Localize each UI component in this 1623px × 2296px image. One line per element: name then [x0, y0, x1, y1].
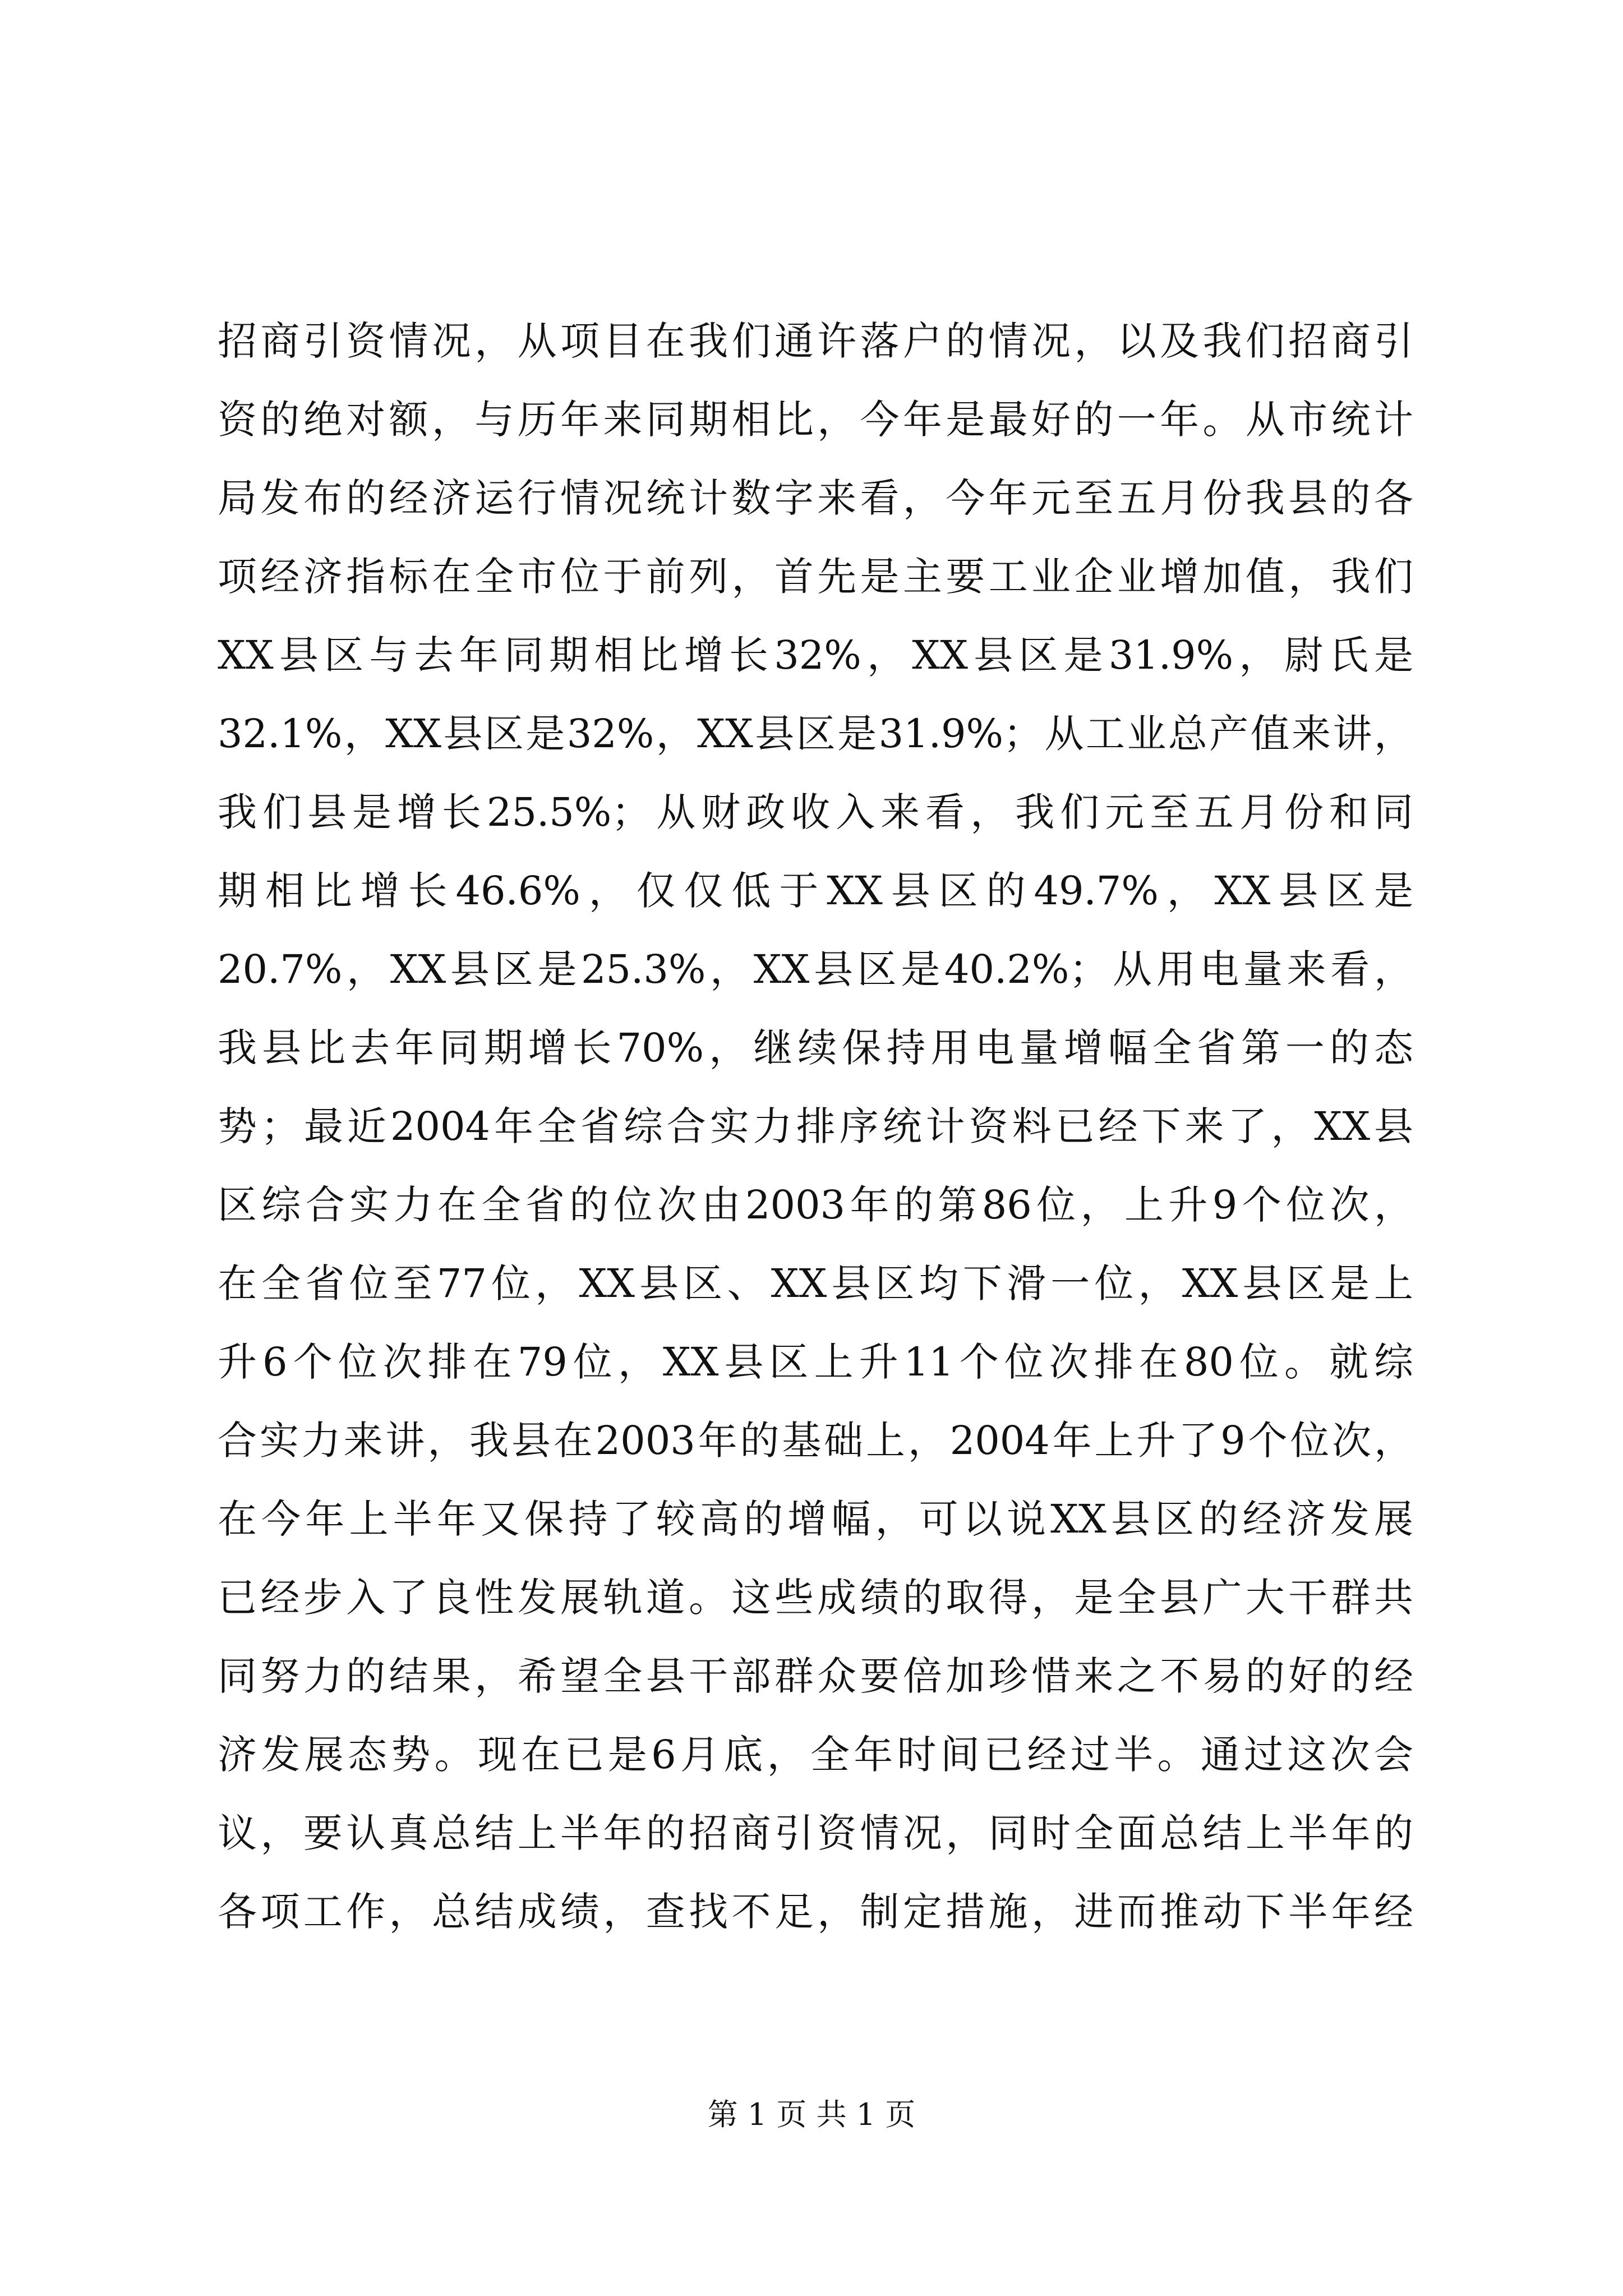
text-line: 局发布的经济运行情况统计数字来看，今年元至五月份我县的各 [218, 475, 1413, 521]
text-line: 济发展态势。现在已是6月底，全年时间已经过半。通过这次会 [218, 1732, 1413, 1778]
text-line: XX县区与去年同期相比增长32%，XX县区是31.9%，尉氏是 [218, 632, 1413, 678]
text-line: 议，要认真总结上半年的招商引资情况，同时全面总结上半年的 [218, 1810, 1413, 1856]
text-line: 项经济指标在全市位于前列，首先是主要工业企业增加值，我们 [218, 554, 1413, 600]
text-line: 我县比去年同期增长70%，继续保持用电量增幅全省第一的态 [218, 1025, 1413, 1071]
text-line: 资的绝对额，与历年来同期相比，今年是最好的一年。从市统计 [218, 397, 1413, 443]
text-line: 32.1%，XX县区是32%，XX县区是31.9%；从工业总产值来讲， [218, 711, 1413, 757]
text-line: 合实力来讲，我县在2003年的基础上，2004年上升了9个位次， [218, 1418, 1413, 1464]
text-line: 在今年上半年又保持了较高的增幅，可以说XX县区的经济发展 [218, 1496, 1413, 1542]
text-line: 招商引资情况，从项目在我们通许落户的情况，以及我们招商引 [218, 318, 1413, 364]
text-line: 势；最近2004年全省综合实力排序统计资料已经下来了，XX县 [218, 1103, 1413, 1149]
text-line: 已经步入了良性发展轨道。这些成绩的取得，是全县广大干群共 [218, 1575, 1413, 1621]
text-line: 同努力的结果，希望全县干部群众要倍加珍惜来之不易的好的经 [218, 1653, 1413, 1699]
page-footer: 第 1 页 共 1 页 [707, 2097, 916, 2132]
text-line: 升6个位次排在79位，XX县区上升11个位次排在80位。就综 [218, 1339, 1413, 1385]
text-line: 在全省位至77位，XX县区、XX县区均下滑一位，XX县区是上 [218, 1260, 1413, 1306]
text-line: 期相比增长46.6%，仅仅低于XX县区的49.7%，XX县区是 [218, 868, 1413, 914]
text-line: 各项工作，总结成绩，查找不足，制定措施，进而推动下半年经 [218, 1889, 1413, 1935]
text-line: 我们县是增长25.5%；从财政收入来看，我们元至五月份和同 [218, 789, 1413, 835]
text-line: 20.7%，XX县区是25.3%，XX县区是40.2%；从用电量来看， [218, 946, 1413, 992]
body-paragraph [218, 302, 1413, 1951]
text-line: 区综合实力在全省的位次由2003年的第86位，上升9个位次， [218, 1182, 1413, 1228]
